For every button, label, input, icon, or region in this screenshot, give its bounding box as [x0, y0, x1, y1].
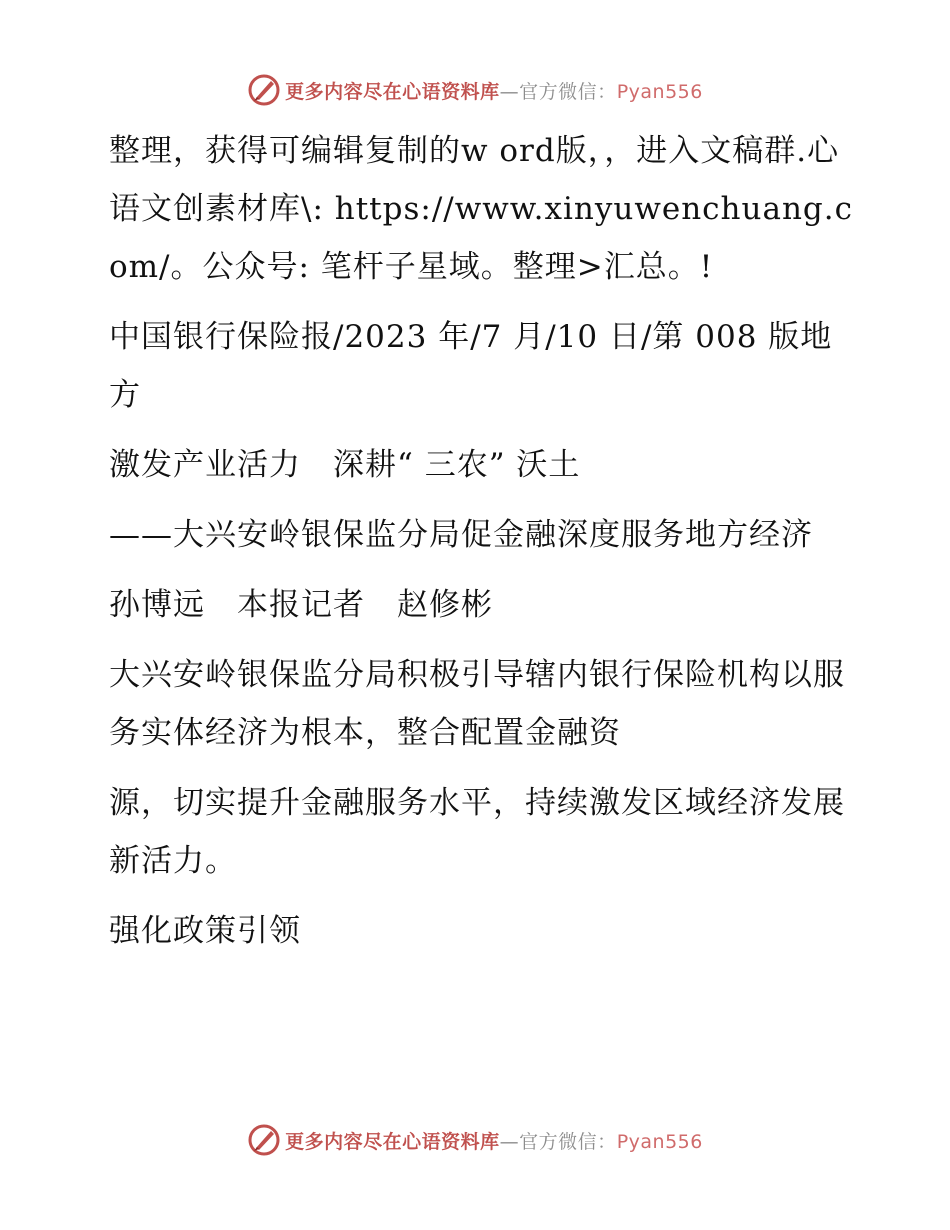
- banner-site-name: 更多内容尽在心语资料库: [285, 1130, 500, 1153]
- banner-dash: —: [499, 1130, 520, 1153]
- intro-paragraph: 整理，获得可编辑复制的w ord版，，进入文稿群.心语文创素材库\: https://www.xinyuwenchuang.com/。公众号: 笔杆子星域。整理>汇总。!: [109, 133, 853, 285]
- article-subtitle: ——大兴安岭银保监分局促金融深度服务地方经济: [109, 517, 813, 553]
- article-title: 激发产业活力 深耕“ 三农” 沃土: [109, 447, 581, 483]
- banner-site-name: 更多内容尽在心语资料库: [285, 80, 500, 103]
- banner-wechat-id[interactable]: Pyan556: [616, 1130, 703, 1153]
- banner-wechat-label: 官方微信：: [519, 80, 617, 103]
- source-line: 中国银行保险报/2023 年/7 月/10 日/第 008 版地方: [109, 319, 833, 413]
- quill-pen-logo-icon: [247, 73, 281, 107]
- banner-wechat-label: 官方微信：: [519, 1130, 617, 1153]
- body-paragraph: 大兴安岭银保监分局积极引导辖内银行保险机构以服务实体经济为根本，整合配置金融资: [109, 657, 845, 751]
- quill-pen-logo-icon: [247, 1123, 281, 1157]
- footer-banner: [0, 1120, 950, 1160]
- banner-wechat-id[interactable]: Pyan556: [616, 80, 703, 103]
- article-authors: 孙博远 本报记者 赵修彬: [109, 587, 493, 623]
- banner-dash: —: [499, 80, 520, 103]
- section-heading: 强化政策引领: [109, 913, 301, 949]
- header-banner: [0, 70, 950, 110]
- document-body: [97, 122, 857, 972]
- body-paragraph: 源，切实提升金融服务水平，持续激发区域经济发展新活力。: [109, 785, 845, 879]
